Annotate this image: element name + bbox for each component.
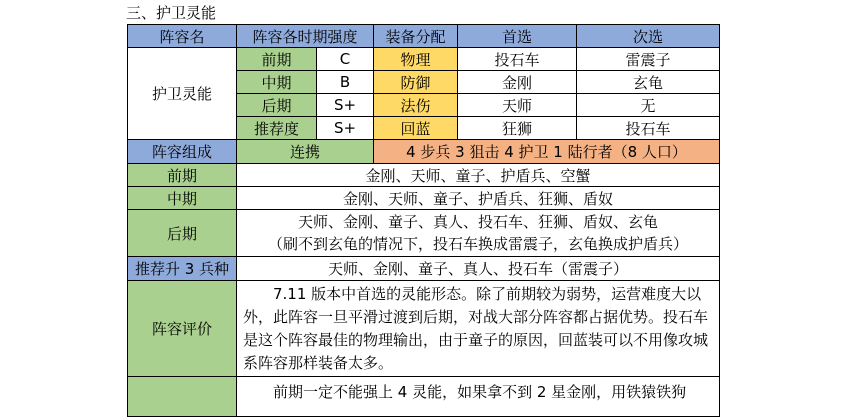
table-header-row [128,25,720,48]
upgrade-units: 天师、金刚、童子、真人、投石车（雷震子） [237,257,720,281]
next-text: 前期一定不能强上 4 灵能，如果拿不到 2 星金刚，用铁猿铁狗 [237,377,720,417]
equip-type: 物理 [374,48,458,71]
section-heading: 三、护卫灵能 [126,4,217,22]
stage-units-note: （刷不到玄龟的情况下，投石车换成雷震子，玄龟换成护盾兵） [267,235,688,253]
equip-type: 法伤 [374,94,458,117]
first-choice: 狂狮 [458,117,577,140]
evaluation-text: 7.11 版本中首选的灵能形态。除了前期较为弱势，运营难度大以外，此阵容一旦平滑过渡到后期，对战大部分阵容都占据优势。投石车是这个阵容最佳的物理输出，由于童子的原因，回蓝装可以不用像攻城系阵容那样装备太多。 [237,281,720,377]
table-row [128,48,720,71]
header-second: 次选 [577,25,720,48]
period-grade: S+ [317,94,374,117]
next-row [128,377,720,417]
stage-units: 金刚、天师、童子、护盾兵、空蟹 [237,164,720,187]
period-grade: S+ [317,117,374,140]
upgrade-label: 推荐升 3 兵种 [128,257,237,281]
stage-label: 中期 [128,187,237,210]
equip-type: 回蓝 [374,117,458,140]
upgrade-row [128,257,720,281]
first-choice: 投石车 [458,48,577,71]
period-label: 前期 [237,48,317,71]
stage-units: 金刚、天师、童子、护盾兵、狂狮、盾奴 [237,187,720,210]
stage-row [128,164,720,187]
period-grade: B [317,71,374,94]
stage-units [237,210,720,257]
header-strength: 阵容各时期强度 [237,25,374,48]
stage-row [128,187,720,210]
second-choice: 无 [577,94,720,117]
stage-label: 后期 [128,210,237,257]
period-label: 推荐度 [237,117,317,140]
link-label: 连携 [237,140,374,164]
header-equip: 装备分配 [374,25,458,48]
period-label: 中期 [237,71,317,94]
stage-label: 前期 [128,164,237,187]
lineup-name: 护卫灵能 [128,48,237,140]
second-choice: 投石车 [577,117,720,140]
first-choice: 金刚 [458,71,577,94]
link-value: 4 步兵 3 狙击 4 护卫 1 陆行者（8 人口） [374,140,720,164]
period-label: 后期 [237,94,317,117]
header-first: 首选 [458,25,577,48]
stage-row [128,210,720,257]
second-choice: 雷震子 [577,48,720,71]
composition-label: 阵容组成 [128,140,237,164]
evaluation-label: 阵容评价 [128,281,237,377]
period-grade: C [317,48,374,71]
composition-row [128,140,720,164]
equip-type: 防御 [374,71,458,94]
first-choice: 天师 [458,94,577,117]
next-label [128,377,237,417]
second-choice: 玄龟 [577,71,720,94]
lineup-table [127,24,720,417]
evaluation-row [128,281,720,377]
stage-units-line: 天师、金刚、童子、真人、投石车、狂狮、盾奴、玄龟 [297,213,658,231]
header-lineup: 阵容名 [128,25,237,48]
